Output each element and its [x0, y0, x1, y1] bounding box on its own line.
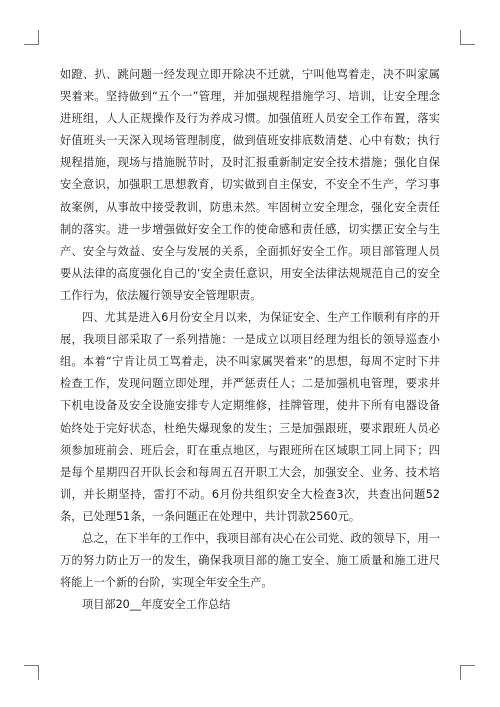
crop-mark-top-right — [460, 30, 475, 45]
paragraph-safety-month-measures: 四、尤其是进入6月份安全月以来，为保证安全、生产工作顺利有序的开展，我项目部采取了一系列措施：一是成立以项目经理为组长的领导巡查小组。本着“宁肯让员工骂着走，决不叫家属哭着来”的思想，每周不定时下井检查工作，发现问题立即处理，并严惩责任人；二是加强机电管理，要求井下机电设备及安全设施安排专人定期维修，挂牌管理，使井下所有电器设备始终处于完好状态，杜绝失爆现象的发生；三是加强跟班，要求跟班人员必须参加班前会、班后会，盯在重点地区，与跟班所在区域职工同上同下；四是每个星期四召开队长会和每周五召开职工大会，加强安全、业务、技术培训，并长期坚持，雷打不动。6月份共组织安全大检查3次，共查出问题52条，已处理51条，一条问题正在处理中，共计罚款2560元。 — [60, 311, 440, 523]
document-page — [60, 64, 440, 616]
paragraph-safety-management: 如蹬、扒、跳问题一经发现立即开除决不迁就，宁叫他骂着走，决不叫家属哭着来。坚持做到“五个一”管理，并加强规程措施学习、培训，让安全理念进班组，人人正规操作及行为养成习惯。加强值班人员安全工作布置，落实好值班头一天深入现场管理制度，做到值班安排底数清楚、心中有数；执行规程措施，现场与措施脱节时，及时汇报重新制定安全技术措施；强化自保安全意识，加强职工思想教育，切实做到自主保安，不安全不生产，学习事故案例，从事故中接受教训，防患未然。牢固树立安全理念，强化安全责任制的落实。进一步增强做好安全工作的使命感和责任感，切实摆正安全与生产、安全与效益、安全与发展的关系，全面抓好安全工作。项目部管理人员要从法律的高度强化自己的‘安全责任意识，用安全法律法规规范自己的安全工作行为，依法履行领导安全管理职责。 — [60, 68, 440, 302]
closing-title-line: 项目部20__年度安全工作总结 — [82, 598, 231, 612]
crop-mark-top-left — [24, 30, 39, 45]
crop-mark-bottom-left — [24, 665, 39, 680]
crop-mark-bottom-right — [460, 665, 475, 680]
paragraph-summary: 总之，在下半年的工作中，我项目部有决心在公司党、政的领导下，用一万的努力防止万一的发生，确保我项目部的施工安全、施工质量和施工进尺将能上一个新的台阶，实现全年安全生产。 — [60, 531, 441, 590]
